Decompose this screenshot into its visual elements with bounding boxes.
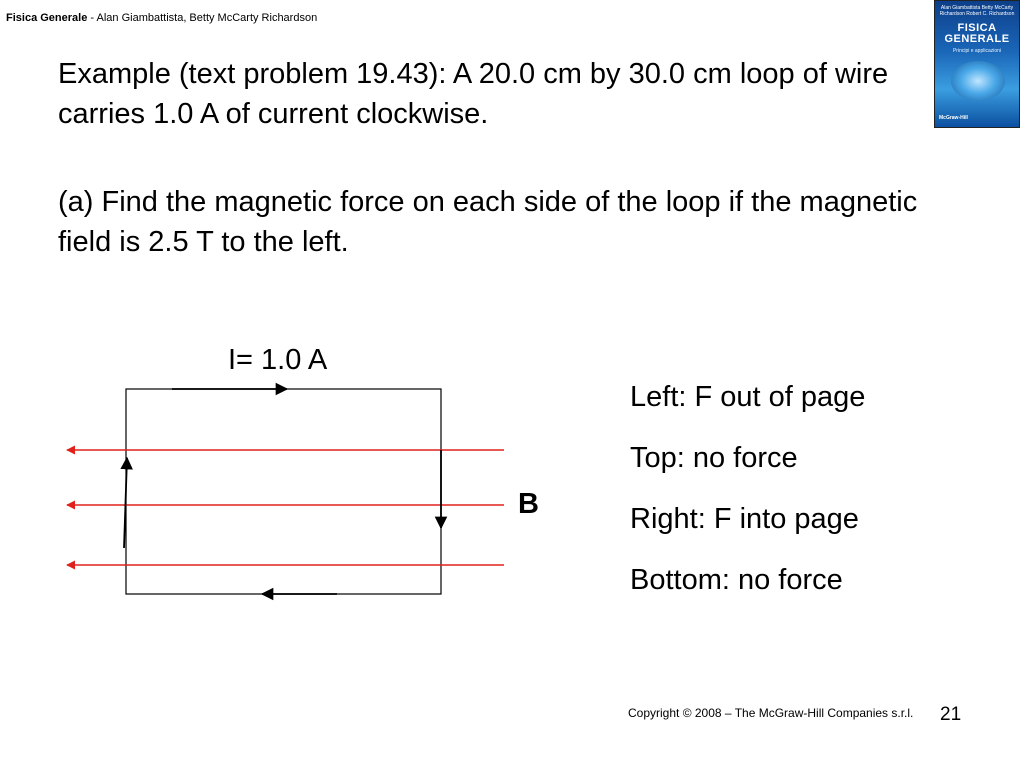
problem-statement: Example (text problem 19.43): A 20.0 cm by 30.0 cm loop of wire carries 1.0 A of current clockwise.	[58, 58, 889, 130]
question-text: (a) Find the magnetic force on each side of the loop if the magnetic field is 2.5 T to the left.	[58, 186, 918, 258]
cover-authors: Alan Giambattista Betty McCarty Richardson Robert C. Richardson	[939, 5, 1015, 17]
cover-publisher: McGraw-Hill	[939, 115, 968, 121]
book-title: Fisica Generale	[6, 12, 88, 24]
cover-subtitle: Principi e applicazioni	[952, 48, 1002, 54]
copyright-notice: Copyright © 2008 – The McGraw-Hill Companies s.r.l.	[628, 706, 914, 720]
answer-bottom: Bottom: no force	[630, 564, 843, 596]
current-label: I= 1.0 A	[228, 344, 328, 376]
header-separator: -	[87, 12, 97, 24]
answer-top: Top: no force	[630, 442, 798, 474]
answer-left: Left: F out of page	[630, 381, 866, 413]
answer-list	[630, 378, 865, 622]
answer-right: Right: F into page	[630, 503, 859, 535]
cover-title-line1: FISICA	[957, 22, 997, 34]
book-authors: Alan Giambattista, Betty McCarty Richardson	[96, 12, 318, 24]
cover-title-line2: GENERALE	[944, 33, 1010, 45]
field-label: B	[518, 488, 539, 520]
page-number: 21	[940, 704, 962, 725]
wire-loop	[126, 389, 441, 594]
